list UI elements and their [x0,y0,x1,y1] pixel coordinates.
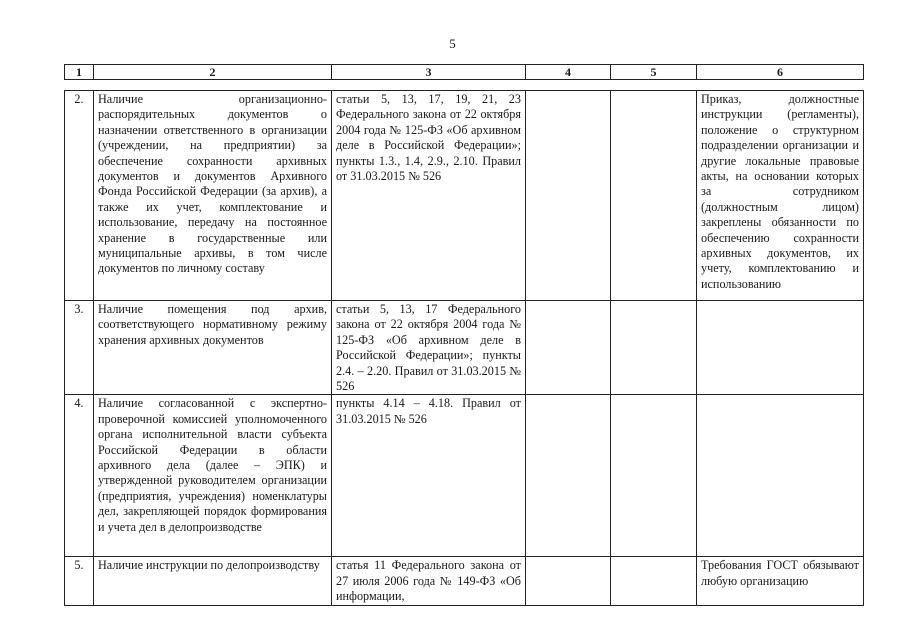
header-col-5: 5 [611,65,697,80]
answer-cell [526,301,611,395]
answer-cell [611,557,697,605]
legal-basis-cell: статьи 5, 13, 17, 19, 21, 23 Федерального закона от 22 октября 2004 года № 125-ФЗ «Об архивном деле в Российской Федерации»; пункты 1.3., 1.4, 2.9., 2.10. Правил от 31.03.2015 № 526 [332,91,526,301]
requirement-cell: Наличие согласованной с экспертно-проверочной комиссией уполномоченного органа исполнительной власти субъекта Российской Федерации в области архивного дела (далее – ЭПК) и утвержденной руководителем организации (предприятия, учреждения) номенклатуры дел, закрепляющей порядок формирования и учета дел в делопроизводстве [94,395,332,557]
note-cell: Требования ГОСТ обязывают любую организацию [697,557,864,605]
requirement-cell: Наличие помещения под архив, соответствующего нормативному режиму хранения архивных документов [94,301,332,395]
answer-cell [526,395,611,557]
row-number: 4. [65,395,94,557]
answer-cell [611,395,697,557]
column-number-header [64,64,864,80]
table-row [65,91,864,301]
answer-cell [611,301,697,395]
answer-cell [611,91,697,301]
table-row [65,395,864,557]
header-col-3: 3 [332,65,526,80]
page-number: 5 [449,36,456,51]
answer-cell [526,557,611,605]
note-cell [697,301,864,395]
row-number: 2. [65,91,94,301]
answer-cell [526,91,611,301]
table-row [65,557,864,605]
row-number: 3. [65,301,94,395]
header-col-4: 4 [526,65,611,80]
requirement-cell: Наличие организационно-распорядительных документов о назначении ответственного в организации (учреждении, на предприятии) за обеспечение сохранности архивных документов и документов Архивного Фонда Российской Федерации (за архив), а также их учет, комплектование и использование, передачу на постоянное хранение в государственные или муниципальные архивы, в том числе документов по личному составу [94,91,332,301]
header-col-2: 2 [94,65,332,80]
note-cell: Приказ, должностные инструкции (регламенты), положение о структурном подразделении организации и другие локальные правовые акты, на основании которых за сотрудником (должностным лицом) закреплены обязанности по обеспечению сохранности архивных документов, их учету, комплектованию и использованию [697,91,864,301]
checklist-table [64,90,864,606]
legal-basis-cell: статья 11 Федерального закона от 27 июля 2006 года № 149-ФЗ «Об информации, [332,557,526,605]
note-cell [697,395,864,557]
legal-basis-cell: статьи 5, 13, 17 Федерального закона от 22 октября 2004 года № 125-ФЗ «Об архивном деле в Российской Федерации»; пункты 2.4. – 2.20. Правил от 31.03.2015 № 526 [332,301,526,395]
table-row [65,301,864,395]
legal-basis-cell: пункты 4.14 – 4.18. Правил от 31.03.2015 № 526 [332,395,526,557]
header-col-1: 1 [65,65,94,80]
requirement-cell: Наличие инструкции по делопроизводству [94,557,332,605]
row-number: 5. [65,557,94,605]
header-col-6: 6 [697,65,864,80]
